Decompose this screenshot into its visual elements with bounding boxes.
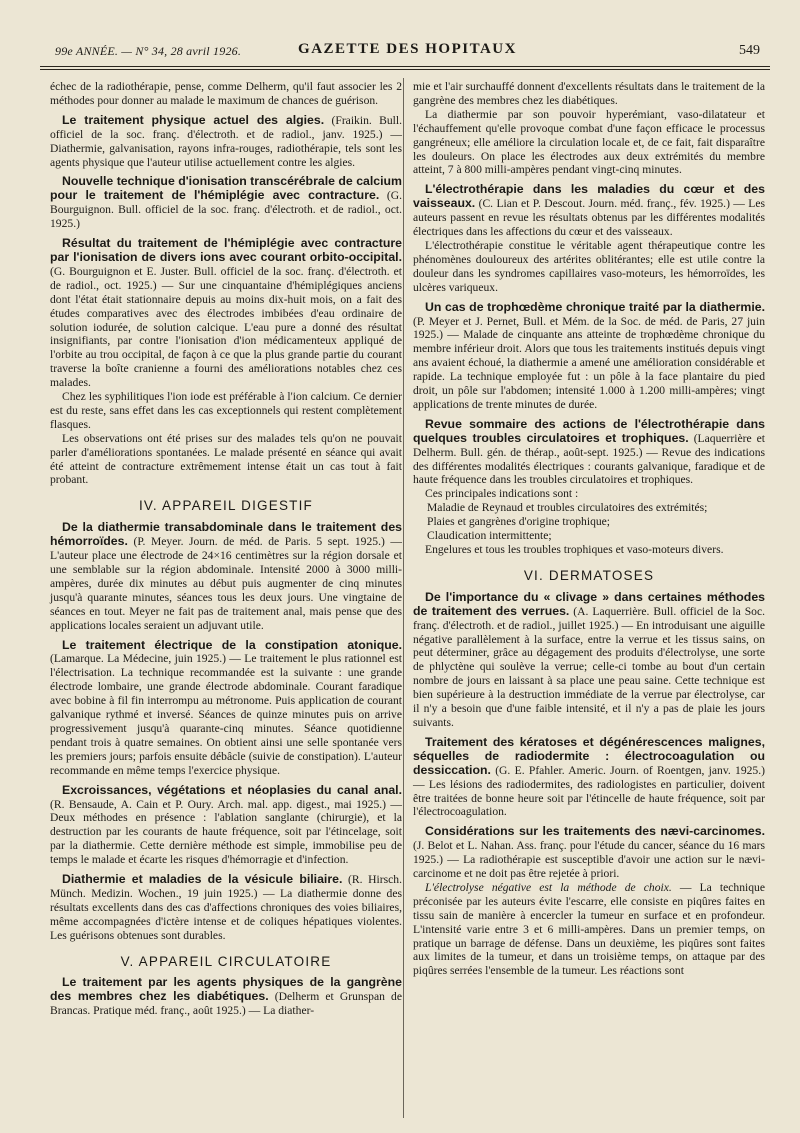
article-title: Diathermie et maladies de la vésicule biliaire. bbox=[62, 872, 343, 887]
article-ionisation-calcium bbox=[50, 175, 402, 231]
article-constipation bbox=[50, 639, 402, 778]
article-canal-anal bbox=[50, 784, 402, 867]
section-heading-dermatoses: VI. DERMATOSES bbox=[523, 567, 655, 583]
issue-info: 99e ANNÉE. — N° 34, 28 avril 1926. bbox=[55, 44, 242, 58]
article-verrues bbox=[413, 591, 765, 730]
right-column bbox=[413, 80, 765, 978]
article-body: (Fraikin. Bull. officiel de la soc. franç. d'électroth. et de radiol., janv. 1925.) — Diathermie, galvanisation, rayons infra-rouges, radiothérapie, tels sont les agents physique que l'auteur utilise actuellement contre les algies. bbox=[50, 113, 402, 169]
article-body: (Lamarque. La Médecine, juin 1925.) — Le traitement le plus rationnel est l'électrisation. La technique recommandée est la suivante : une grande électrode lombaire, une grande électrode abdominale. Courant faradique avec bobine à fil fin interrompu au métronome. Puis application de courant galvanique rythmé et inversé. Séances de quinze minutes puis on arrive progressivement jusqu'à quarante-cinq minutes. Séance quotidienne pendant trois à quatre semaines. On obtient ainsi une selle spontanée vers les premiers jours; parfois ensuite débâcle (suivie de constipation). L'auteur recommande en même temps l'exercice physique. bbox=[50, 652, 402, 777]
article-troubles-circulatoires bbox=[413, 418, 765, 557]
article-body: (Laquerrière et Delherm. Bull. gén. de thérap., août-sept. 1925.) — Revue des indications des différentes modalités électriques : courants galvanique, faradique et de haute fréquence dans les troubles circulatoires et trophiques. bbox=[413, 431, 766, 487]
article-trophoedeme bbox=[413, 301, 765, 412]
article-keratoses bbox=[413, 736, 765, 819]
article-title: Traitement des kératoses et dégénérescences malignes, séquelles de radiodermite : électrocoagulation ou dessiccation. bbox=[413, 734, 765, 777]
article-title: Résultat du traitement de l'hémiplégie avec contracture par l'ionisation de divers ions avec courant orbito-occipital. bbox=[50, 236, 402, 264]
article-title: De l'importance du « clivage » dans certaines méthodes de traitement des verrues. bbox=[413, 589, 765, 618]
article-hemorroides bbox=[50, 521, 402, 632]
article-body: (C. Lian et P. Descout. Journ. méd. franç., fév. 1925.) — Les auteurs passent en revue les résultats obtenus par les différentes modalités électriques dans les affections du cœur et des vaisseaux. bbox=[413, 197, 765, 239]
column-divider bbox=[403, 78, 404, 1118]
article-naevi-carcinomes bbox=[413, 825, 765, 978]
article-body: (A. Laquerrière. Bull. officiel de la Soc. franç. d'électroth. et de radiol., juillet 1925.) — En introduisant une aiguille négative parallèlement à la surface, entre la verrue et les tissus sains, on peut déterminer, grâce au dégagement des produits d'électrolyse, une sorte de phlyctène qui soulève la verrue; celle-ci tombe au bout d'un certain nombre de jours en laissant à sa place une peau saine. Cette technique est bien supérieure à la destruction immédiate de la verrue par électrolyse, car il n'y a besoin que d'une faible intensité, et il n'y a pas de plaie les jours suivants. bbox=[413, 604, 765, 729]
journal-title: GAZETTE DES HOPITAUX bbox=[298, 41, 517, 57]
article-title: L'électrothérapie dans les maladies du cœur et des vaisseaux. bbox=[413, 182, 765, 211]
article-body: — La technique préconisée par les auteurs évite l'escarre, elle consiste en piqûres faites en tissu sain de manière à encercler la tumeur en surface et en profondeur. L'intensité varie entre 3 et 6 milli-ampères. Dans un premier temps, on pratique un barrage de défense. Dans un deuxième, les piqûres sont faites aux limites de la tumeur, et dans un troisième temps, on attaque par des piqûres serrées l'ensemble de la tumeur. Les réactions sont bbox=[413, 880, 765, 978]
section-heading-digestif: IV. APPAREIL DIGESTIF bbox=[138, 498, 313, 514]
article-paragraph: L'électrothérapie constitue le véritable agent thérapeutique contre les phénomènes douloureux des artérites oblitérantes; elle est utile contre la douleur dans les syndromes capillaires vaso-moteurs, les hémorroïdes, les ulcères variqueux. bbox=[413, 238, 765, 294]
article-paragraph: Ces principales indications sont : bbox=[425, 487, 579, 501]
article-body: (P. Meyer et J. Pernet, Bull. et Mém. de la Soc. de méd. de Paris, 27 juin 1925.) — Malade de cinquante ans atteinte de trophœdème chronique du membre inférieur droit. Alors que tous les traitements institués depuis vingt ans avaient échoué, la diathermie a amené une amélioration considérable et rapide. La technique employée fut : un pôle à la face plantaire du pied droit, un pôle sur l'abdomen; intensité 1.000 à 1.200 milli-ampères; vingt applications de trente minutes de durée. bbox=[413, 314, 765, 411]
article-title: De la diathermie transabdominale dans le traitement des hémorroïdes. bbox=[50, 520, 402, 549]
article-vesicule bbox=[50, 873, 402, 943]
article-body: (G. Bourguignon. Bull. officiel de la soc. franç. d'électroth. et de radiol., oct. 1925.) bbox=[50, 189, 403, 231]
article-body: (J. Belot et L. Nahan. Ass. franç. pour l'étude du cancer, séance du 16 mars 1925.) — La radiothérapie est susceptible d'avoir une action sur le nævi-carcinome et ne doit pas être rejetée à priori. bbox=[413, 839, 765, 881]
left-column bbox=[50, 80, 402, 1018]
list-item: Plaies et gangrènes d'origine trophique; bbox=[427, 515, 611, 529]
article-body: (R. Bensaude, A. Cain et P. Oury. Arch. mal. app. digest., mai 1925.) — Deux méthodes en présence : l'ablation sanglante (chirurgie), et la destruction par les courants de haute fréquence, soit par l'étincelage, soit par la diathermie. Cette dernière méthode est simple, immobilise peu de temps le malade et écarte les risques d'hémorragie et d'infection. bbox=[50, 797, 402, 867]
running-header bbox=[55, 40, 760, 62]
article-continuation: mie et l'air surchauffé donnent d'excellents résultats dans le traitement de la gangrène des membres chez les diabétiques. bbox=[413, 80, 765, 107]
list-item: Maladie de Reynaud et troubles circulatoires des extrémités; bbox=[427, 501, 708, 515]
article-paragraph: La diathermie par son pouvoir hyperémiant, vaso-dilatateur et l'échauffement qu'elle provoque combat d'une façon efficace le processus gangréneux; elle améliore la circulation locale et, de ce fait, fait disparaître les douleurs. On place les électrodes aux deux extrémités du membre atteint, 7 à 800 milli-ampères pendant vingt-cinq minutes. bbox=[413, 107, 765, 177]
article-coeur-vaisseaux bbox=[413, 183, 765, 294]
article-body: (P. Meyer. Journ. de méd. de Paris. 5 sept. 1925.) — L'auteur place une électrode de 24×16 centimètres sur la région dorsale et une semblable sur la région abdominale. Intensité 2000 à 3000 milli-ampères, durée dix minutes au début puis augmenter de cinq minutes jusqu'à quarante minutes, séances tous les deux jours. Une vingtaine de séances en tout. Meyer ne fait pas de traitement anal, mais pense que des applications locales seraient un adjuvant utile. bbox=[50, 535, 402, 632]
article-title: Le traitement électrique de la constipation atonique. bbox=[62, 637, 402, 652]
header-rule bbox=[40, 66, 770, 67]
article-body: (Delherm et Grunspan de Brancas. Pratique méd. franç., août 1925.) — La diather- bbox=[50, 990, 402, 1018]
section-heading-circulatoire: V. APPAREIL CIRCULATOIRE bbox=[120, 953, 332, 969]
article-paragraph: Engelures et tous les troubles trophiques et vaso-moteurs divers. bbox=[425, 543, 724, 556]
article-title: Nouvelle technique d'ionisation transcérébrale de calcium pour le traitement de l'hémiplégie avec contracture. bbox=[50, 174, 402, 203]
article-paragraph: Les observations ont été prises sur des malades tels qu'on ne pouvait parler d'améliorations spontanées. Le malade présenté en séance qui avait été atteint de contracture extrêmement intense était un cas tout à fait probant. bbox=[50, 431, 402, 487]
italic-lead: L'électrolyse négative est la méthode de choix. bbox=[425, 880, 672, 894]
article-title: Considérations sur les traitements des nævi-carcinomes. bbox=[425, 824, 765, 839]
article-title: Excroissances, végétations et néoplasies du canal anal. bbox=[62, 782, 402, 797]
article-body: (G. Bourguignon et E. Juster. Bull. officiel de la soc. franç. d'électroth. et de radiol., oct. 1925.) — Sur une cinquantaine d'hémiplégiques anciens dont l'état était stationnaire depuis au moins dix-huit mois, on a fait des études comparatives avec des électrodes imbibées d'eau ordinaire de solution iodurée, de solution calcique. L'eau pure a donné des résultat insignifiants, par contre l'ionisation d'ion médicamenteux appliqué de l'orbite au trou occipital, de façon à ce que la plus grande partie du courant traverse la boîte cranienne a fourni des améliorations notables chez ces malades. bbox=[50, 264, 402, 390]
indications-list bbox=[413, 501, 765, 543]
article-body: (G. E. Pfahler. Americ. Journ. of Roentgen, janv. 1925.) — Les lésions des radiodermites, des radiologistes en particulier, doivent être traitées de bonne heure soit par l'étincelle de haute fréquence, soit par l'électrocoagulation. bbox=[413, 763, 765, 819]
article-title: Revue sommaire des actions de l'électrothérapie dans quelques troubles circulatoires et trophiques. bbox=[413, 416, 765, 445]
article-hemiplegie bbox=[50, 237, 402, 487]
page-number: 549 bbox=[739, 43, 760, 58]
article-gangrene bbox=[50, 976, 402, 1018]
article-title: Le traitement par les agents physiques de la gangrène des membres chez les diabétiques. bbox=[50, 975, 402, 1004]
article-title: Un cas de trophœdème chronique traité par la diathermie. bbox=[425, 299, 765, 314]
article-title: Le traitement physique actuel des algies. bbox=[62, 112, 325, 127]
header-rule-double bbox=[40, 69, 770, 70]
article-body: (R. Hirsch. Münch. Medizin. Wochen., 19 juin 1925.) — La diathermie donne des résultats excellents dans des cas d'affections chroniques des voies biliaires, même accompagnées d'ictère intense et de coliques hépatiques violentes. Les guérisons obtenues sont durables. bbox=[50, 873, 402, 942]
article-paragraph: Chez les syphilitiques l'ion iode est préférable à l'ion calcium. Ce dernier est du reste, sans effet dans les cas exceptionnels qui restent complètement flasques. bbox=[50, 390, 402, 431]
list-item: Claudication intermittente; bbox=[427, 529, 552, 543]
article-algies bbox=[50, 114, 402, 170]
intro-paragraph: échec de la radiothérapie, pense, comme Delherm, qu'il faut associer les 2 méthodes pour donner au malade le maximum de chances de guérison. bbox=[50, 80, 402, 107]
